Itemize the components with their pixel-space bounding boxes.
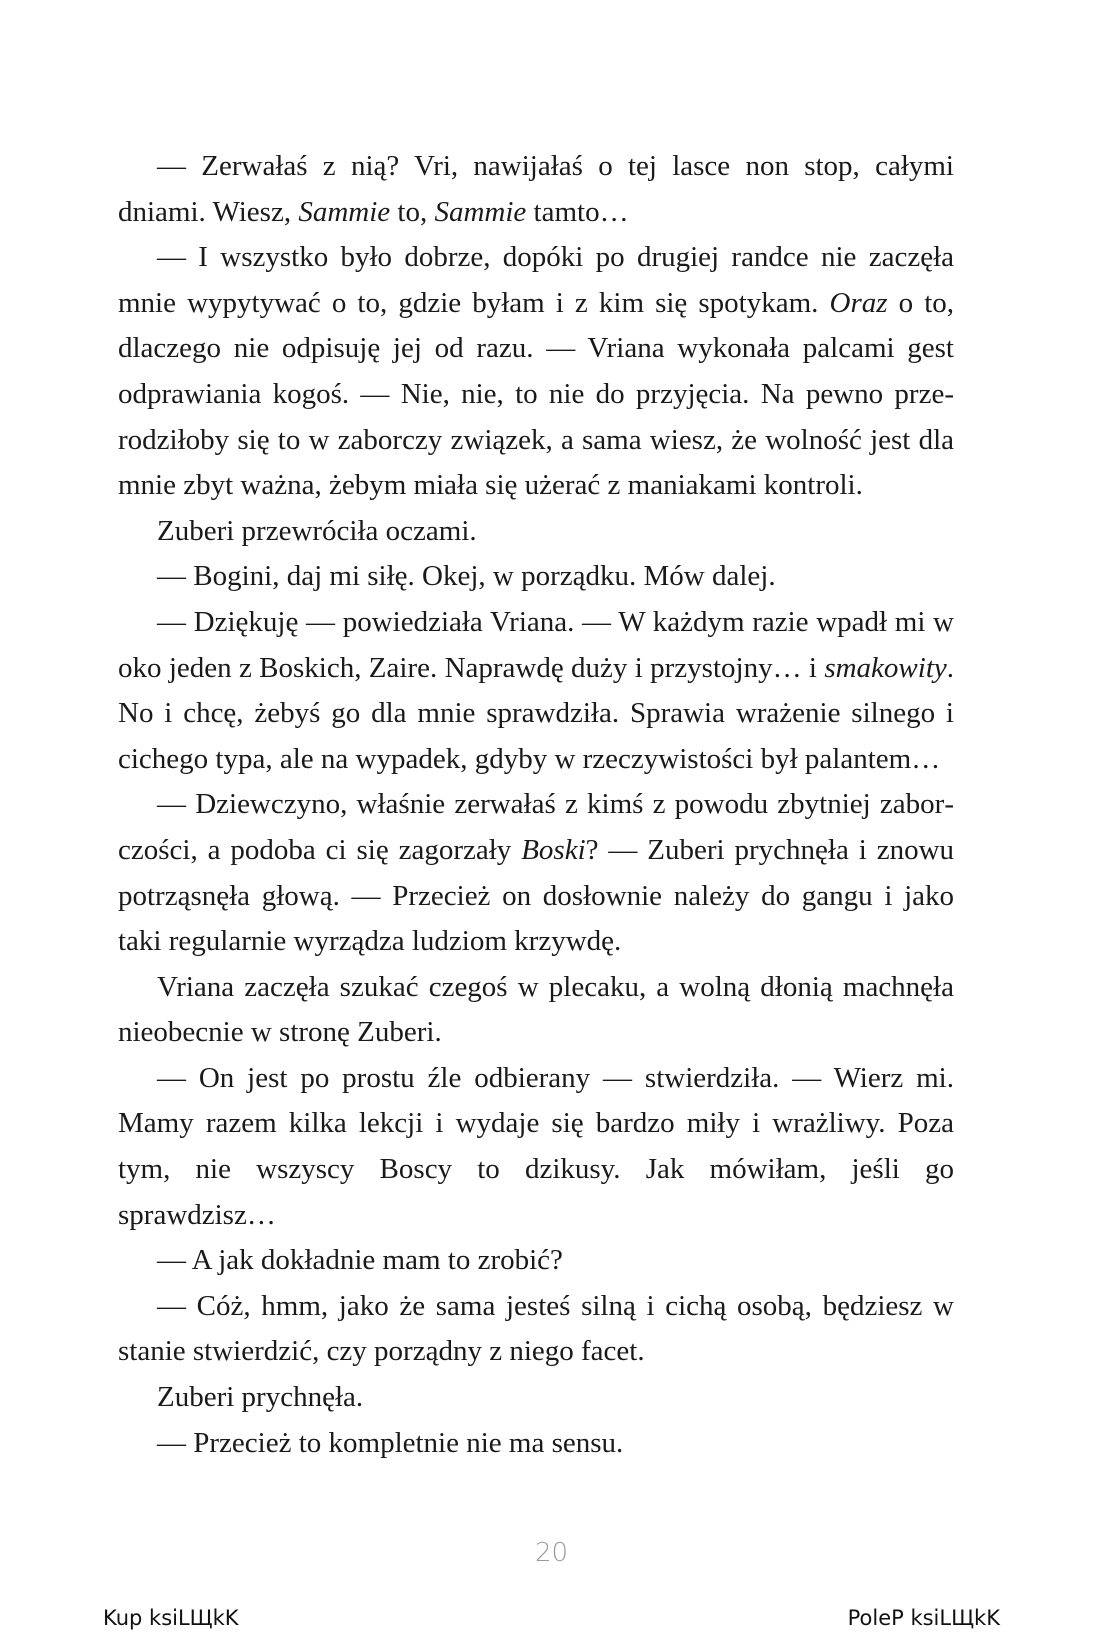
text-run: Zuberi prychnęła.	[157, 1381, 364, 1414]
paragraph	[118, 782, 954, 964]
paragraph	[118, 235, 954, 509]
text-run: — Dziewczyno, właśnie zerwałaś z kimś z powodu zbytniej zaborczości, a podoba ci się zagorzały	[118, 788, 954, 866]
paragraph	[118, 1056, 954, 1238]
text-run: — Cóż, hmm, jako że sama jesteś silną i cichą osobą, będziesz w stanie stwierdzić, czy porządny z niego facet.	[118, 1289, 954, 1368]
text-run: — A jak dokładnie mam to zrobić?	[157, 1244, 563, 1277]
italic-text: Boski	[521, 833, 586, 866]
text-run: — Bogini, daj mi siłę. Okej, w porządku. Mów dalej.	[157, 560, 776, 593]
italic-text: Oraz	[829, 286, 888, 319]
italic-text: Sammie	[298, 195, 391, 228]
text-run: to,	[390, 195, 435, 228]
paragraph	[118, 1421, 954, 1467]
text-run: ? — Zuberi prychnęła i znowu potrząsnęła głową. — Przecież on dosłownie należy do gangu i jako taki regularnie wyrządza ludziom krzywdę.	[118, 833, 955, 958]
text-run: . No i chcę, żebyś go dla mnie sprawdziła. Sprawia wrażenie silnego i cichego typa, ale na wypadek, gdyby w rzeczywistości był palantem…	[118, 651, 954, 775]
page-number: 20	[534, 1538, 569, 1568]
paragraph	[118, 509, 954, 555]
text-run: Vriana zaczęła szukać czegoś w plecaku, a wolną dłonią machnęła nieobecnie w stronę Zuberi.	[118, 970, 954, 1049]
footer-recommend-link[interactable]: PoleP ksiLЩkK	[847, 1606, 1000, 1630]
paragraph	[118, 1375, 954, 1421]
footer-buy-link[interactable]: Kup ksiLЩkK	[103, 1606, 239, 1630]
italic-text: smakowity	[824, 651, 947, 684]
text-run: — Dziękuję — powiedziała Vriana. — W każdym razie wpadł mi w oko jeden z Boskich, Zaire. Naprawdę duży i przystojny… i	[118, 605, 954, 684]
text-run: o to, dlaczego nie odpisuję jej od razu. — Vriana wykonała palcami gest odprawiania kogoś. — Nie, nie, to nie do przyjęcia. Na pewno przerodziłoby się to w zaborczy związek, a sama wiesz, że wolność jest dla mnie zbyt ważna, żebym miała się użerać z maniakami kontroli.	[118, 286, 954, 502]
paragraph	[118, 554, 954, 600]
italic-text: Sammie	[434, 195, 527, 228]
paragraph	[118, 1284, 954, 1375]
paragraph	[118, 965, 954, 1056]
paragraph	[118, 600, 954, 782]
text-run: — Zerwałaś z nią? Vri, nawijałaś o tej lasce non stop, całymi dniami. Wiesz,	[118, 150, 954, 228]
page-body	[118, 144, 954, 1466]
text-run: — On jest po prostu źle odbierany — stwierdziła. — Wierz mi. Mamy razem kilka lekcji i wydaje się bardzo miły i wrażliwy. Poza tym, nie wszyscy Boscy to dzikusy. Jak mówiłam, jeśli go sprawdzisz…	[118, 1061, 954, 1231]
paragraph	[118, 1238, 954, 1284]
text-run: — Przecież to kompletnie nie ma sensu.	[157, 1426, 624, 1459]
text-run: — I wszystko było dobrze, dopóki po drugiej randce nie zaczęła mnie wypytywać o to, gdzie byłam i z kim się spotykam.	[118, 241, 954, 319]
text-run: tamto…	[526, 195, 629, 228]
text-run: Zuberi przewróciła oczami.	[157, 514, 477, 547]
paragraph	[118, 144, 954, 235]
